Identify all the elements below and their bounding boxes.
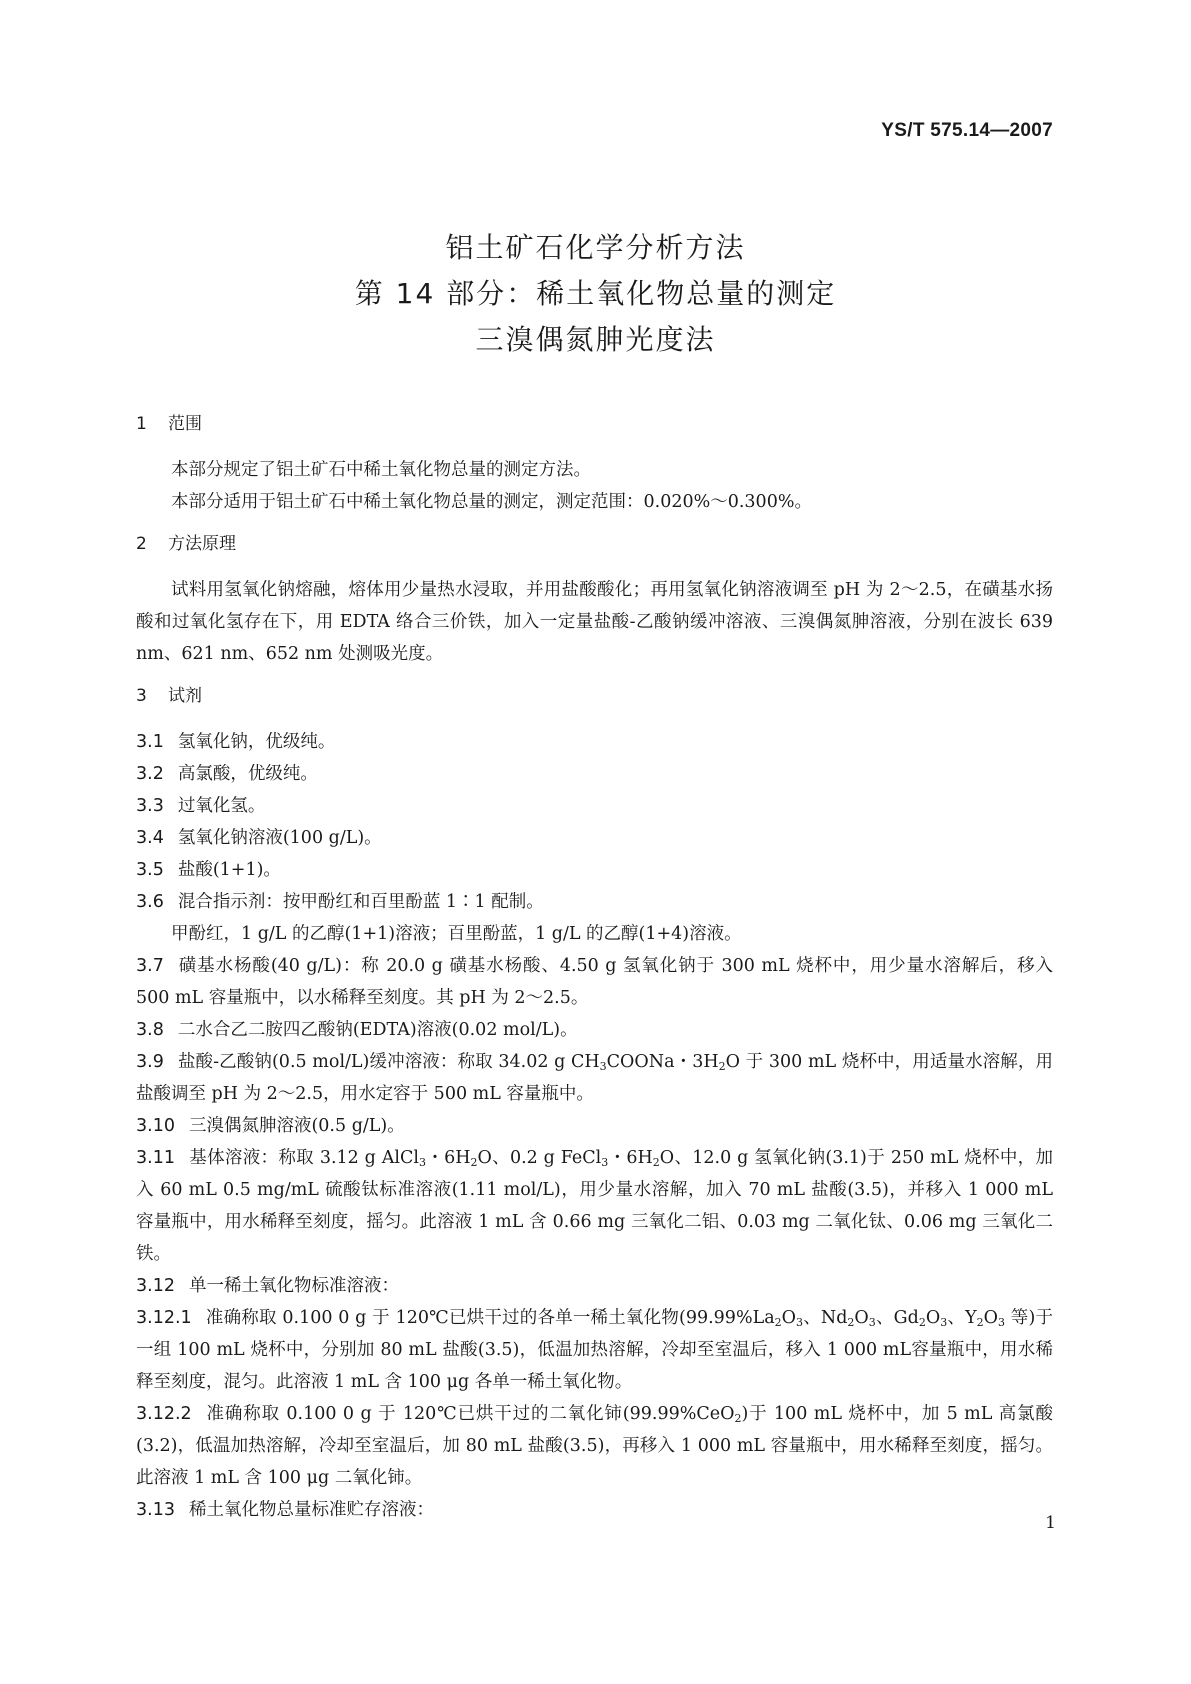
item-text: 盐酸(1+1)。 xyxy=(177,860,281,880)
section-number: 1 xyxy=(136,414,147,434)
subscript: 2 xyxy=(976,1316,984,1329)
section-title: 范围 xyxy=(168,414,202,434)
section-2-paragraph: 试料用氢氧化钠熔融，熔体用少量热水浸取，并用盐酸酸化；再用氢氧化钠溶液调至 pH 为 2～2.5，在磺基水扬酸和过氧化氢存在下，用 EDTA 络合三价铁，加入一定量盐酸-乙酸钠缓冲溶液、三溴偶氮胂溶液，分别在波长 639 nm、621 nm、652 nm 处测吸光度。 xyxy=(136,580,1053,664)
section-title: 方法原理 xyxy=(168,534,236,554)
reagent-item-3-1 xyxy=(136,726,1053,758)
item-text-part: COONa・3H xyxy=(606,1052,719,1072)
reagent-item-3-12 xyxy=(136,1270,1053,1302)
reagent-item-3-3 xyxy=(136,790,1053,822)
section-number: 2 xyxy=(136,534,147,554)
item-text: 混合指示剂：按甲酚红和百里酚蓝 1∶1 配制。 xyxy=(177,892,544,912)
section-1-paragraph-1: 本部分规定了铝土矿石中稀土氧化物总量的测定方法。 xyxy=(171,460,591,480)
item-number: 3.6 xyxy=(136,892,164,912)
item-number: 3.11 xyxy=(136,1148,175,1168)
item-number: 3.2 xyxy=(136,764,164,784)
subscript: 2 xyxy=(774,1316,782,1329)
reagent-item-3-5 xyxy=(136,854,1053,886)
item-text-part: O xyxy=(781,1308,796,1328)
item-text-part: 准确称取 0.100 0 g 于 120℃已烘干过的各单一稀土氧化物(99.99%La xyxy=(205,1308,775,1328)
reagent-item-3-6-detail: 甲酚红，1 g/L 的乙醇(1+1)溶液；百里酚蓝，1 g/L 的乙醇(1+4)溶液。 xyxy=(171,924,742,944)
document-body xyxy=(136,408,1053,1526)
reagent-item-3-6 xyxy=(136,886,1053,918)
item-number: 3.4 xyxy=(136,828,164,848)
item-text: 高氯酸，优级纯。 xyxy=(177,764,318,784)
document-title-line-1: 铝土矿石化学分析方法 xyxy=(445,231,746,264)
item-number: 3.8 xyxy=(136,1020,164,1040)
subscript: 2 xyxy=(718,1060,726,1073)
subscript: 3 xyxy=(998,1316,1006,1329)
item-text-part: O、0.2 g FeCl xyxy=(477,1148,602,1168)
reagent-item-3-7 xyxy=(136,950,1053,1014)
subscript: 2 xyxy=(918,1316,926,1329)
item-text-part: O、12.0 g 氢氧化钠(3.1)于 250 mL 烧杯中，加入 60 mL 0.5 mg/mL 硫酸钛标准溶液(1.11 mol/L)，用少量水溶解，加入 70 mL 盐酸(3.5)，并移入 1 000 mL 容量瓶中，用水稀释至刻度，摇匀。此溶液 1 mL 含 0.66 mg 三氧化二铝、0.03 mg 二氧化钛、0.06 mg 三氧化二铁。 xyxy=(136,1148,1053,1264)
item-text: 稀土氧化物总量标准贮存溶液： xyxy=(188,1500,434,1520)
subscript: 3 xyxy=(599,1060,607,1073)
subscript: 2 xyxy=(470,1156,478,1169)
subscript: 3 xyxy=(418,1156,426,1169)
item-text: 三溴偶氮胂溶液(0.5 g/L)。 xyxy=(188,1116,405,1136)
item-number: 3.7 xyxy=(136,956,164,976)
subscript: 2 xyxy=(734,1412,742,1425)
reagent-item-3-10 xyxy=(136,1110,1053,1142)
item-number: 3.5 xyxy=(136,860,164,880)
document-title-line-2: 第 14 部分：稀土氧化物总量的测定 xyxy=(354,277,837,310)
item-text-part: O 于 300 mL 烧杯中，用适量水溶解，用盐酸调至 pH 为 2～2.5，用水定容于 500 mL 容量瓶中。 xyxy=(136,1052,1053,1104)
item-number: 3.9 xyxy=(136,1052,164,1072)
item-text: 磺基水杨酸(40 g/L)：称 20.0 g 磺基水杨酸、4.50 g 氢氧化钠于 300 mL 烧杯中，用少量水溶解后，移入 500 mL 容量瓶中，以水稀释至刻度。其 pH 为 2～2.5。 xyxy=(136,956,1053,1008)
item-text-part: 准确称取 0.100 0 g 于 120℃已烘干过的二氧化铈(99.99%CeO xyxy=(205,1404,735,1424)
item-text: 氢氧化钠溶液(100 g/L)。 xyxy=(177,828,382,848)
section-1-paragraph-2: 本部分适用于铝土矿石中稀土氧化物总量的测定，测定范围：0.020%～0.300%。 xyxy=(171,492,812,512)
subscript: 2 xyxy=(652,1156,660,1169)
item-text-part: 基体溶液：称取 3.12 g AlCl xyxy=(188,1148,419,1168)
section-1-heading xyxy=(136,408,1053,440)
item-text-part: )于 100 mL 烧杯中，加 5 mL 高氯酸(3.2)，低温加热溶解，冷却至室温后，加 80 mL 盐酸(3.5)，再移入 1 000 mL 容量瓶中，用水稀释至刻度，摇匀。此溶液 1 mL 含 100 μg 二氧化铈。 xyxy=(136,1404,1054,1488)
item-number: 3.12.2 xyxy=(136,1404,192,1424)
subscript: 3 xyxy=(796,1316,803,1329)
page-number: 1 xyxy=(1045,1513,1056,1533)
reagent-item-3-11 xyxy=(136,1142,1053,1270)
item-text-part: 等)于一组 100 mL 烧杯中，分别加 80 mL 盐酸(3.5)，低温加热溶解，冷却至室温后，移入 1 000 mL容量瓶中，用水稀释至刻度，混匀。此溶液 1 mL 含 100 μg 各单一稀土氧化物。 xyxy=(136,1308,1054,1392)
document-title-line-3: 三溴偶氮胂光度法 xyxy=(475,323,716,356)
item-text: 氢氧化钠，优级纯。 xyxy=(177,732,336,752)
item-number: 3.1 xyxy=(136,732,164,752)
item-text-part: O xyxy=(925,1308,941,1328)
item-text-part: 、Y xyxy=(947,1308,977,1328)
reagent-item-3-12-1 xyxy=(136,1302,1053,1398)
subscript: 3 xyxy=(868,1316,876,1329)
item-text-part: 、Nd xyxy=(803,1308,848,1328)
subscript: 2 xyxy=(847,1316,855,1329)
section-number: 3 xyxy=(136,686,147,706)
reagent-item-3-13 xyxy=(136,1494,1053,1526)
item-text-part: ・6H xyxy=(425,1148,471,1168)
item-text: 单一稀土氧化物标准溶液： xyxy=(188,1276,399,1296)
item-text: 过氧化氢。 xyxy=(177,796,266,816)
item-text-part: O xyxy=(983,1308,999,1328)
item-number: 3.12 xyxy=(136,1276,175,1296)
subscript: 3 xyxy=(601,1156,609,1169)
item-text: 二水合乙二胺四乙酸钠(EDTA)溶液(0.02 mol/L)。 xyxy=(177,1020,578,1040)
item-number: 3.13 xyxy=(136,1500,175,1520)
item-text-part: O xyxy=(854,1308,869,1328)
section-2-heading xyxy=(136,528,1053,560)
reagent-item-3-4 xyxy=(136,822,1053,854)
reagent-item-3-12-2 xyxy=(136,1398,1053,1494)
reagent-item-3-9 xyxy=(136,1046,1053,1110)
item-text-part: 、Gd xyxy=(875,1308,919,1328)
item-number: 3.3 xyxy=(136,796,164,816)
standard-number: YS/T 575.14—2007 xyxy=(881,120,1053,141)
reagent-item-3-8 xyxy=(136,1014,1053,1046)
reagent-item-3-2 xyxy=(136,758,1053,790)
item-text-part: 盐酸-乙酸钠(0.5 mol/L)缓冲溶液：称取 34.02 g CH xyxy=(177,1052,600,1072)
item-text-part: ・6H xyxy=(608,1148,653,1168)
item-number: 3.10 xyxy=(136,1116,175,1136)
section-title: 试剂 xyxy=(168,686,202,706)
item-number: 3.12.1 xyxy=(136,1308,192,1328)
section-3-heading xyxy=(136,680,1053,712)
subscript: 3 xyxy=(940,1316,948,1329)
